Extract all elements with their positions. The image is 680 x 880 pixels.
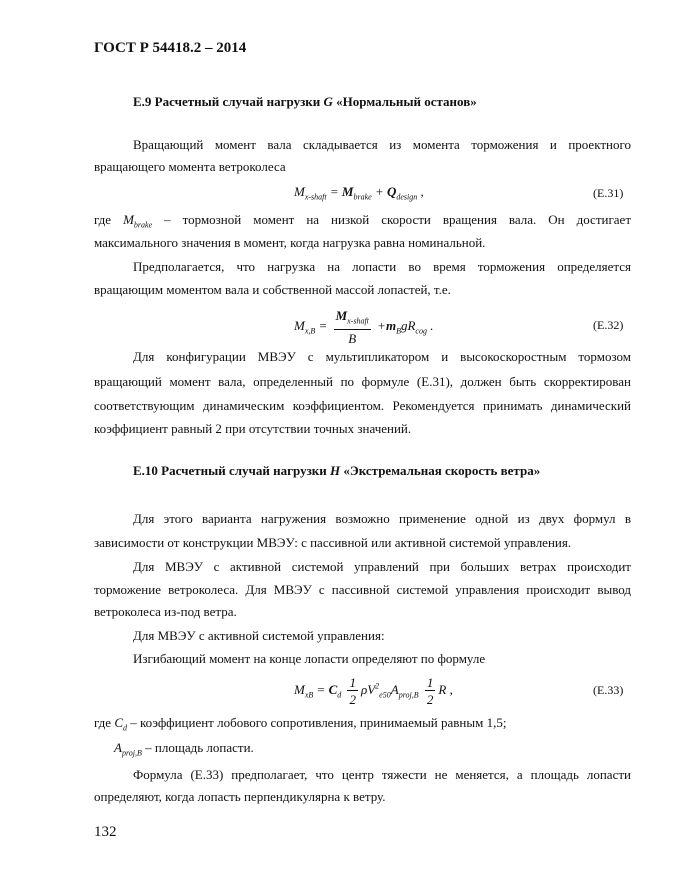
paragraph-e9-4: Для конфигурации МВЭУ с мультипликатором и высокоскоростным тормозом — [133, 349, 631, 364]
heading-suffix: «Нормальный останов» — [332, 94, 477, 109]
paragraph-e10-2: Для МВЭУ с активной системой управлений при больших ветрах происходит — [133, 559, 631, 574]
paragraph-e9-4-cont3: коэффициент равный 2 при отсутствии точных значений. — [94, 421, 412, 436]
paragraph-e10-3: Для МВЭУ с активной системой управления: — [133, 628, 385, 643]
page-number: 132 — [94, 824, 117, 840]
paragraph-e9-4-cont2: соответствующим динамическим коэффициентом. Рекомендуется принимать динамический — [94, 398, 631, 413]
heading-variable: G — [323, 94, 333, 109]
where-rest: – коэффициент лобового сопротивления, принимаемый равным 1,5; — [130, 715, 507, 730]
paragraph-e10-7-cont: определяют, когда лопасть перпендикулярна к ветру. — [94, 789, 386, 804]
fraction-one-half: $\frac{1}{2}$ — [349, 675, 356, 707]
symbol-c-d: $C_d$ — [114, 715, 127, 733]
where-word: где — [94, 715, 112, 730]
paragraph-e10-4: Изгибающий момент на конце лопасти определяют по формуле — [133, 651, 486, 666]
paragraph-e10-5 — [94, 712, 506, 740]
paragraph-e9-3: Предполагается, что нагрузка на лопасти во время торможения определяется — [133, 259, 631, 274]
where-word: где — [94, 212, 112, 227]
heading-prefix: Е.10 Расчетный случай нагрузки — [133, 463, 331, 478]
fraction-one-half: $\frac{1}{2}$ — [426, 675, 434, 707]
equation-e31-number: (E.31) — [593, 186, 624, 200]
heading-prefix: Е.9 Расчетный случай нагрузки — [133, 94, 324, 109]
paragraph-e9-1: Вращающий момент вала складывается из момента торможения и проектного — [133, 137, 631, 152]
heading-suffix: «Экстремальная скорость ветра» — [340, 463, 541, 478]
paragraph-e10-6 — [114, 737, 254, 765]
symbol-a-proj: $A_{proj,B}$ — [114, 740, 142, 758]
paragraph-e10-2-cont1: торможение ветроколеса. Для МВЭУ с пассивной системой управления происходит вывод — [94, 582, 631, 597]
section-e10-heading — [133, 463, 540, 479]
paragraph-e10-1-cont: зависимости от конструкции МВЭУ: с пассивной или активной системой управления. — [94, 535, 572, 550]
fraction: $\frac{M_{x-shaft}}{B}$ — [335, 308, 369, 346]
paragraph-e9-2-cont: максимального значения в момент, когда нагрузка равна номинальной. — [94, 235, 486, 250]
where-rest: – тормозной момент на низкой скорости вращения вала. Он достигает — [164, 212, 632, 227]
document-header: ГОСТ Р 54418.2 – 2014 — [94, 40, 247, 56]
equation-e33: $M_{xB} = C_d$ $\frac{1}{2}$ $\rho V^2_{e50}A_{proj,B}$ $\frac{1}{2}$ R , — [294, 675, 453, 707]
paragraph-e9-3-cont: вращающим моментом вала и собственной массой лопастей, т.е. — [94, 282, 451, 297]
paragraph-e9-4-cont1: вращающий момент вала, определенный по формуле (Е.31), должен быть скорректирован — [94, 374, 631, 389]
equation-e32: $M_{x,B}$ = $\frac{M_{x-shaft}}{B}$ $+m_BgR_{cog}$ . — [294, 308, 434, 346]
paragraph-e9-1-cont: вращающего момента ветроколеса — [94, 159, 286, 174]
paragraph-e10-7: Формула (Е.33) предполагает, что центр тяжести не меняется, а площадь лопасти — [133, 767, 631, 782]
symbol-m-brake: $M_{brake}$ — [123, 212, 153, 230]
paragraph-e10-1: Для этого варианта нагружения возможно применение одной из двух формул в — [133, 511, 631, 526]
equation-e32-number: (E.32) — [593, 318, 624, 332]
section-e9-heading — [133, 94, 477, 110]
equation-e31: $M_{x-shaft} = M_{brake} + Q_{design}$ , — [294, 184, 424, 202]
heading-variable: H — [330, 463, 341, 478]
definition-rest: – площадь лопасти. — [145, 740, 254, 755]
equation-e33-number: (E.33) — [593, 683, 624, 697]
paragraph-e10-2-cont2: ветроколеса из-под ветра. — [94, 604, 237, 619]
